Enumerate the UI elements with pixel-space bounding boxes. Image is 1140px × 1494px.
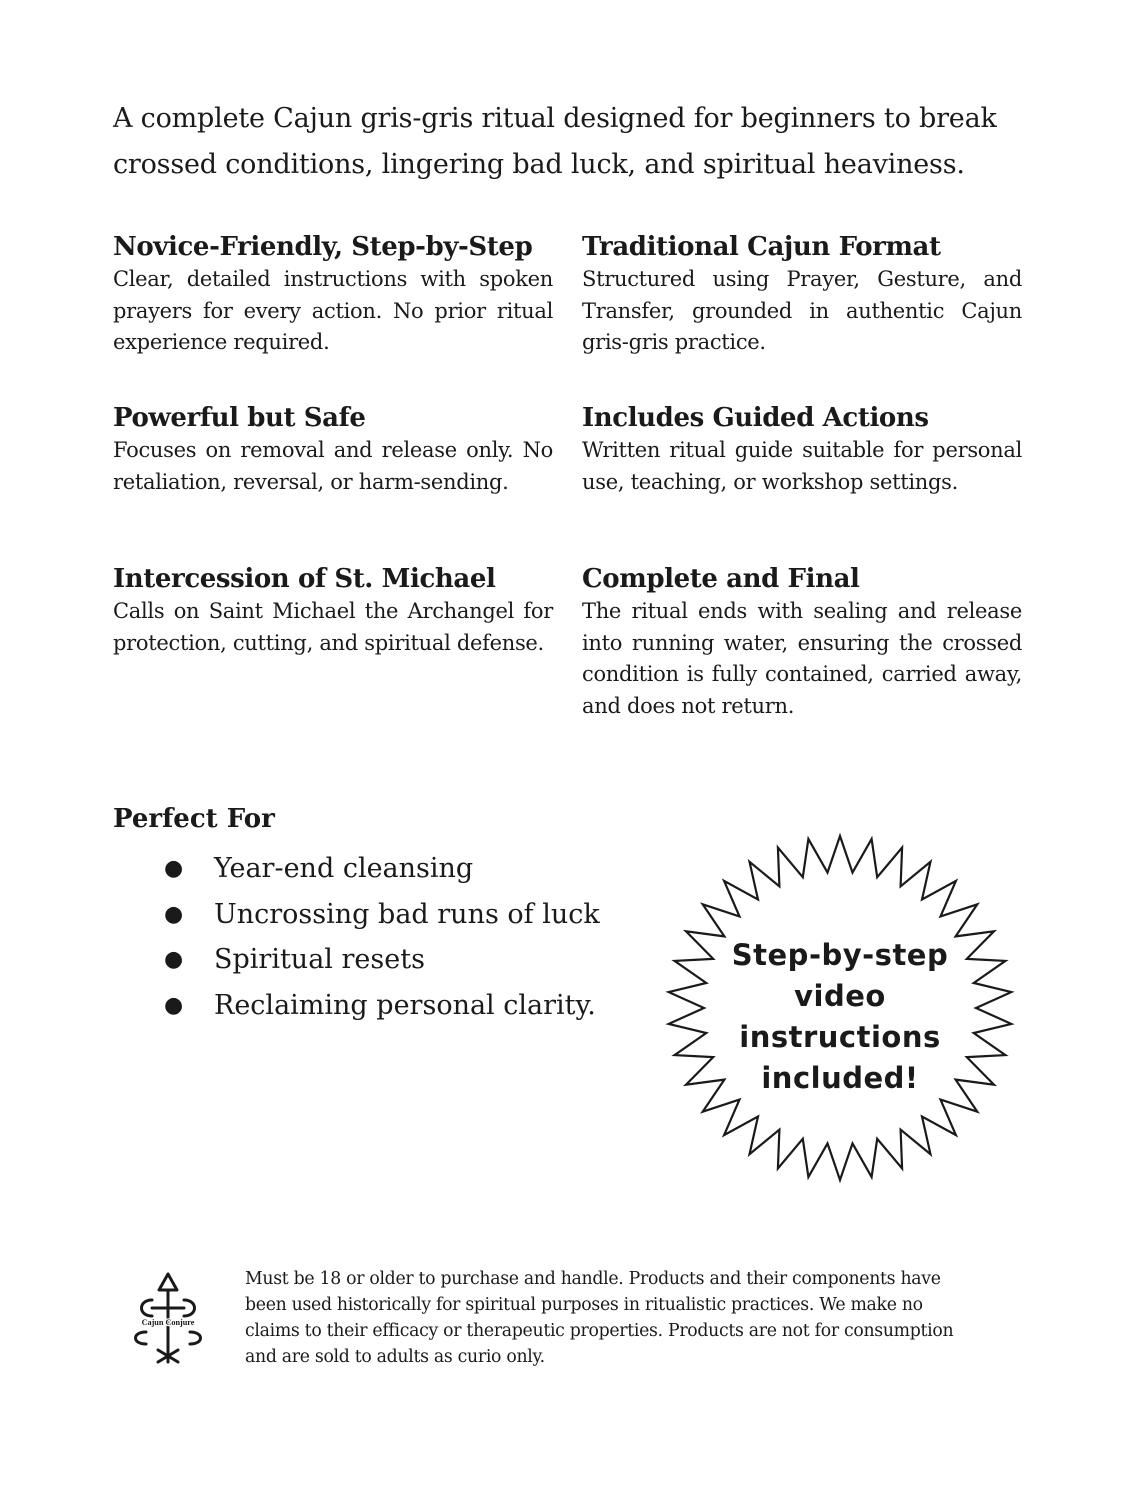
list-item bbox=[162, 892, 600, 938]
feature-title: Novice-Friendly, Step-by-Step bbox=[113, 232, 533, 262]
logo-text: Cajun Conjure bbox=[141, 1318, 195, 1327]
list-item bbox=[162, 937, 600, 983]
disclaimer-line: been used historically for spiritual purposes in ritualistic practices. We make no bbox=[245, 1295, 923, 1315]
list-item-text: Reclaiming personal clarity. bbox=[214, 989, 596, 1021]
disclaimer-text bbox=[245, 1266, 1030, 1370]
cajun-conjure-cross-icon bbox=[116, 1270, 220, 1368]
feature-title: Traditional Cajun Format bbox=[582, 232, 941, 262]
bullet-icon: ● bbox=[164, 992, 184, 1018]
feature-title: Powerful but Safe bbox=[113, 403, 366, 433]
feature-text: Structured using Prayer, Gesture, and Transfer, grounded in authentic Cajun gris-gris practice. bbox=[582, 267, 1022, 354]
feature-text: Focuses on removal and release only. No retaliation, reversal, or harm-sending. bbox=[113, 438, 553, 494]
bullet-icon: ● bbox=[164, 947, 184, 972]
badge-line: instructions bbox=[739, 1020, 941, 1054]
feature-text: The ritual ends with sealing and release into running water, ensuring the crossed condition is fully contained, carried away, and does not return. bbox=[582, 599, 1022, 718]
disclaimer-line: and are sold to adults as curio only. bbox=[245, 1347, 545, 1367]
list-item bbox=[162, 983, 600, 1029]
bullet-icon: ● bbox=[164, 856, 184, 881]
bullet-icon: ● bbox=[164, 901, 184, 927]
perfect-for-list bbox=[162, 846, 600, 1028]
intro-paragraph: A complete Cajun gris-gris ritual designed for beginners to break crossed conditions, lingering bad luck, and spiritual heaviness. bbox=[113, 103, 997, 180]
feature-title: Complete and Final bbox=[582, 564, 860, 594]
list-item bbox=[162, 846, 600, 892]
perfect-for-heading: Perfect For bbox=[113, 804, 275, 834]
list-item-text: Year-end cleansing bbox=[214, 853, 474, 884]
disclaimer-line: claims to their efficacy or therapeutic properties. Products are not for consumption bbox=[245, 1321, 954, 1341]
feature-novice-friendly bbox=[113, 230, 553, 359]
video-badge-text bbox=[700, 935, 980, 1099]
feature-text: Clear, detailed instructions with spoken prayers for every action. No prior ritual experience required. bbox=[113, 267, 553, 354]
feature-complete-final bbox=[582, 562, 1022, 722]
disclaimer-line: Must be 18 or older to purchase and handle. Products and their components have bbox=[245, 1269, 941, 1289]
feature-title: Includes Guided Actions bbox=[582, 403, 929, 433]
feature-st-michael bbox=[113, 562, 553, 659]
badge-line: included! bbox=[761, 1061, 919, 1095]
badge-line: Step-by-step bbox=[731, 938, 949, 972]
feature-powerful-but-safe bbox=[113, 401, 553, 498]
feature-text: Written ritual guide suitable for personal use, teaching, or workshop settings. bbox=[582, 438, 1022, 494]
badge-line: video bbox=[794, 979, 886, 1013]
feature-traditional-format bbox=[582, 230, 1022, 359]
feature-title: Intercession of St. Michael bbox=[113, 564, 496, 594]
feature-text: Calls on Saint Michael the Archangel for protection, cutting, and spiritual defense. bbox=[113, 599, 553, 655]
list-item-text: Spiritual resets bbox=[214, 944, 425, 975]
feature-guided-actions bbox=[582, 401, 1022, 498]
list-item-text: Uncrossing bad runs of luck bbox=[214, 898, 600, 930]
